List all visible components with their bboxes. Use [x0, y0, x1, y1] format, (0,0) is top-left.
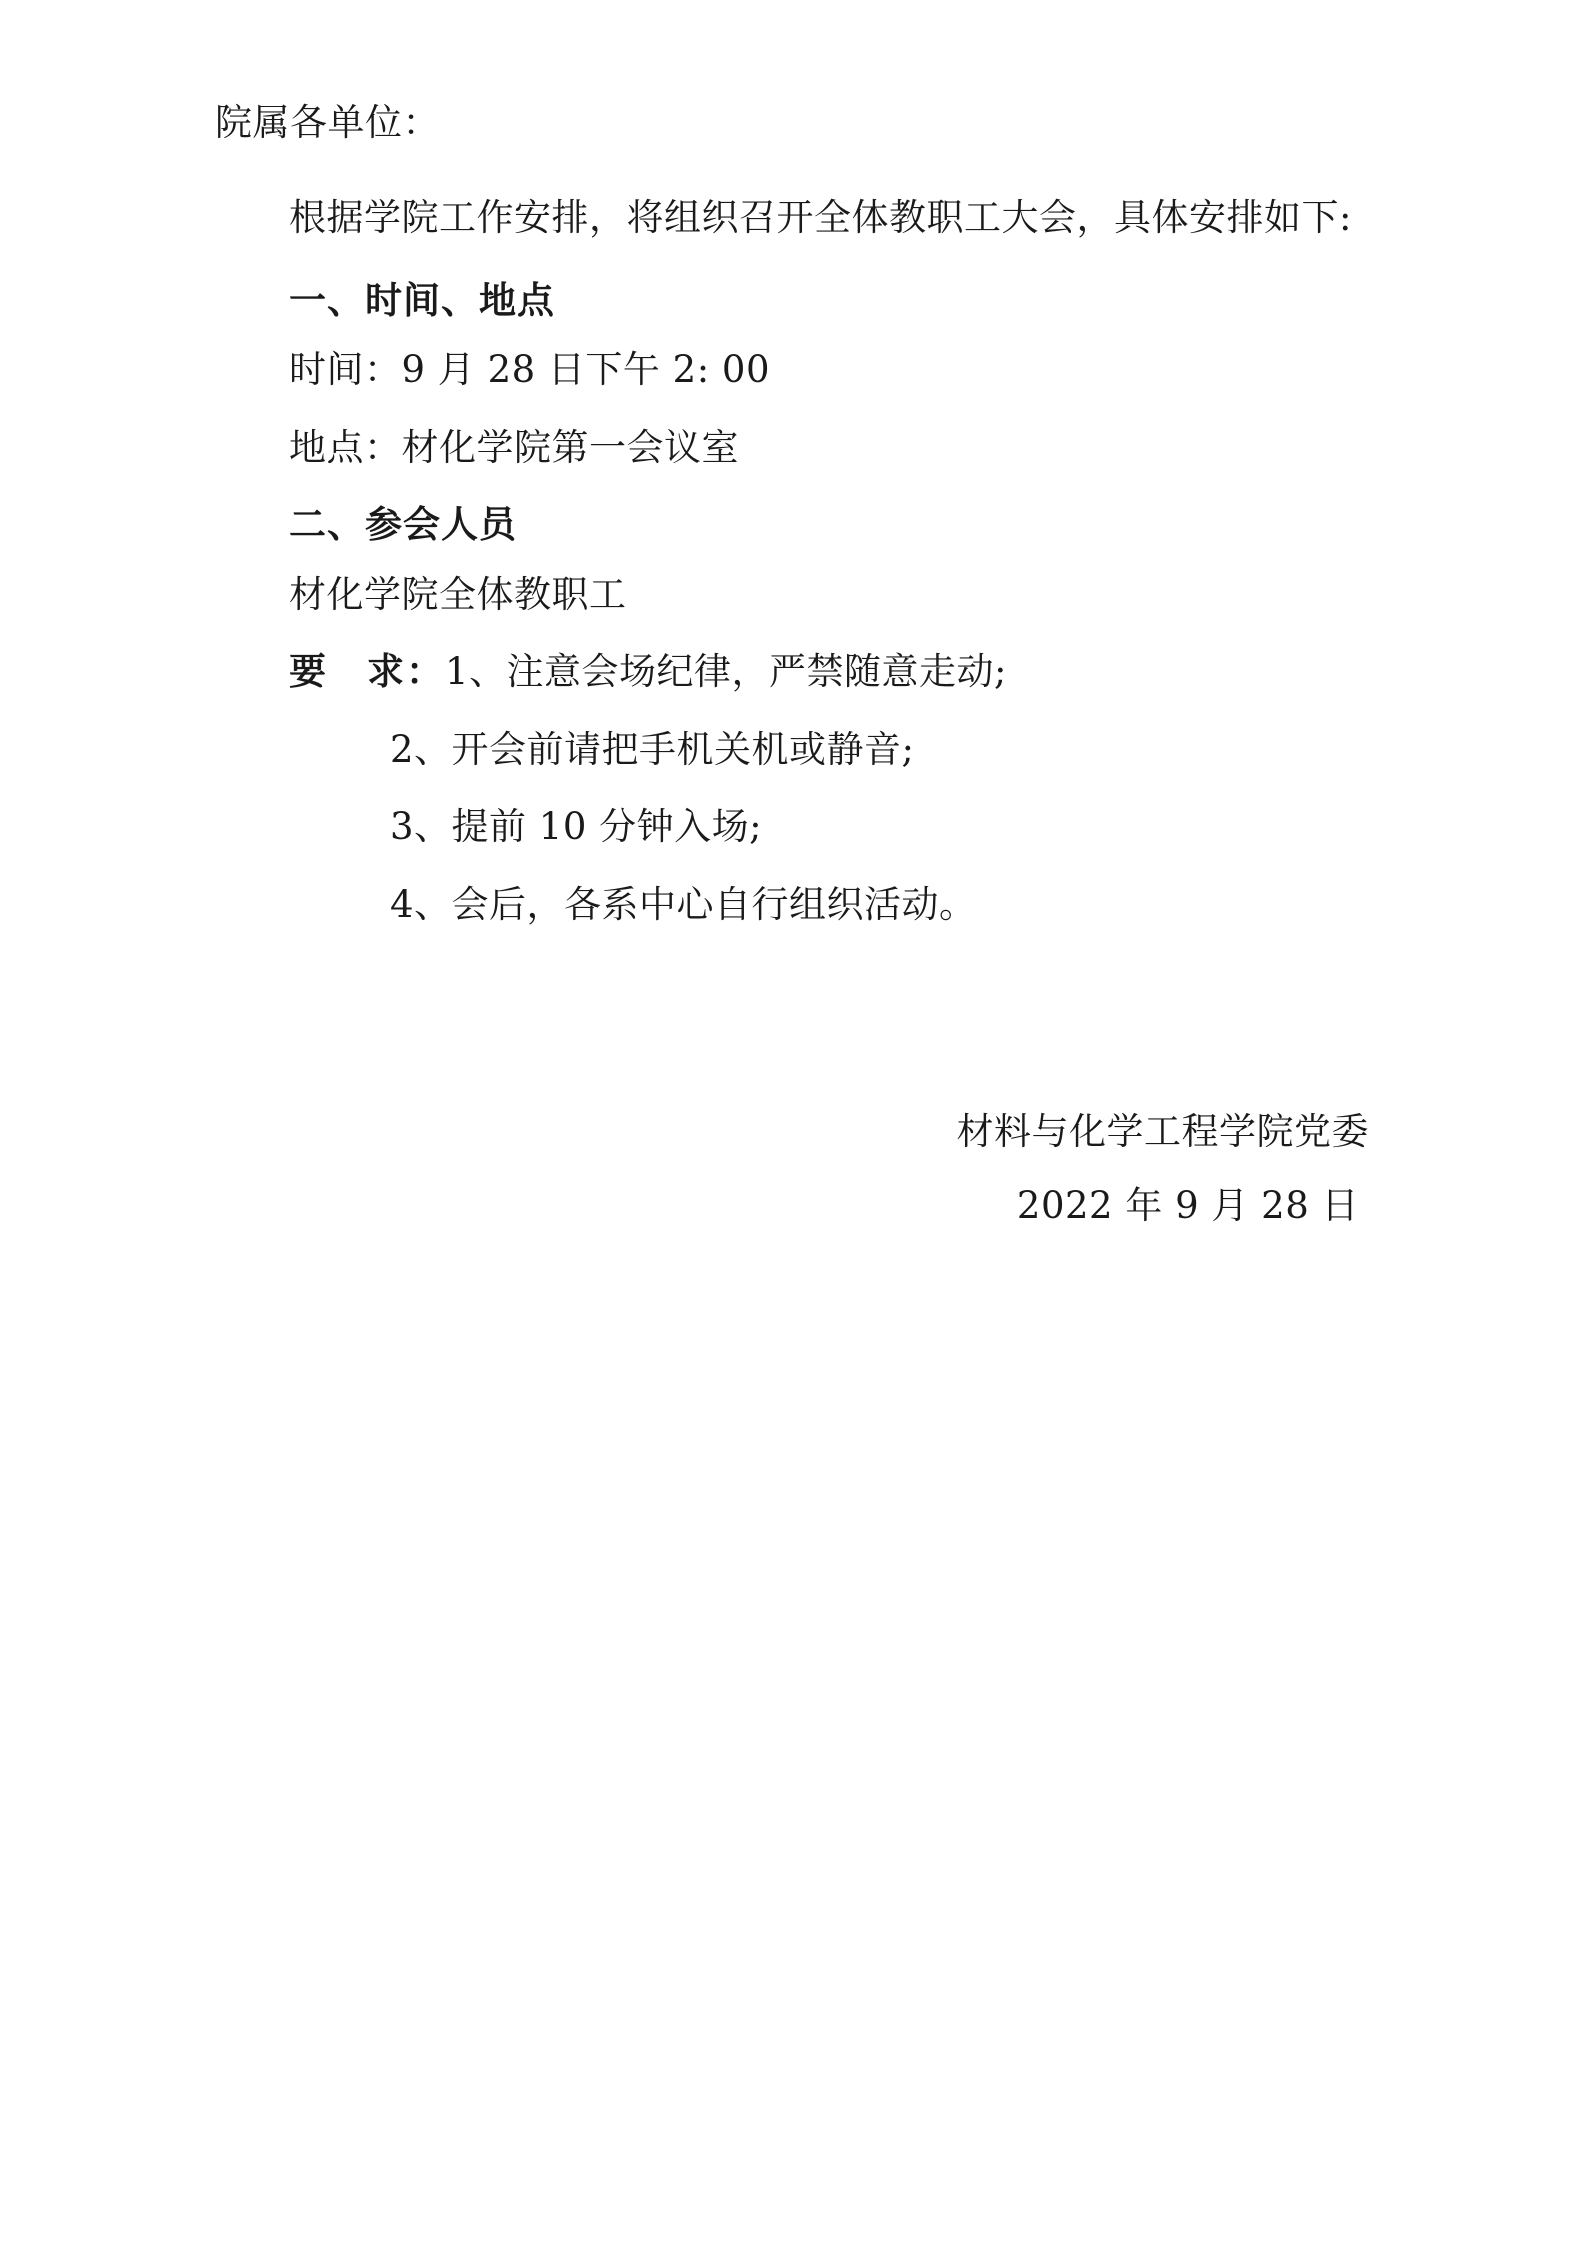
meeting-place-line: 地点：材化学院第一会议室 [289, 425, 739, 469]
signature-spacer [215, 954, 1377, 1104]
requirement-item-1: 1、注意会场纪律，严禁随意走动; [445, 650, 1008, 694]
requirement-item-4: 4、会后，各系中心自行组织活动。 [390, 882, 977, 926]
meeting-time-line: 时间：9 月 28 日下午 2: 00 [289, 348, 771, 392]
requirements-first-row [215, 644, 1377, 700]
section-heading-attendees: 二、参会人员 [289, 503, 517, 547]
attendees-line: 材化学院全体教职工 [289, 572, 627, 616]
section-heading-time-place: 一、时间、地点 [289, 278, 555, 322]
intro-paragraph: 根据学院工作安排，将组织召开全体教职工大会，具体安排如下: [289, 195, 1352, 239]
requirement-item-3: 3、提前 10 分钟入场; [390, 805, 763, 849]
requirements-label: 要 求： [289, 650, 445, 694]
document-body [215, 95, 1377, 1233]
signature-organization: 材料与化学工程学院党委 [956, 1110, 1369, 1154]
requirement-item-2: 2、开会前请把手机关机或静音; [390, 727, 915, 771]
addressee-line: 院属各单位： [215, 101, 440, 144]
signature-date: 2022 年 9 月 28 日 [1016, 1183, 1359, 1227]
